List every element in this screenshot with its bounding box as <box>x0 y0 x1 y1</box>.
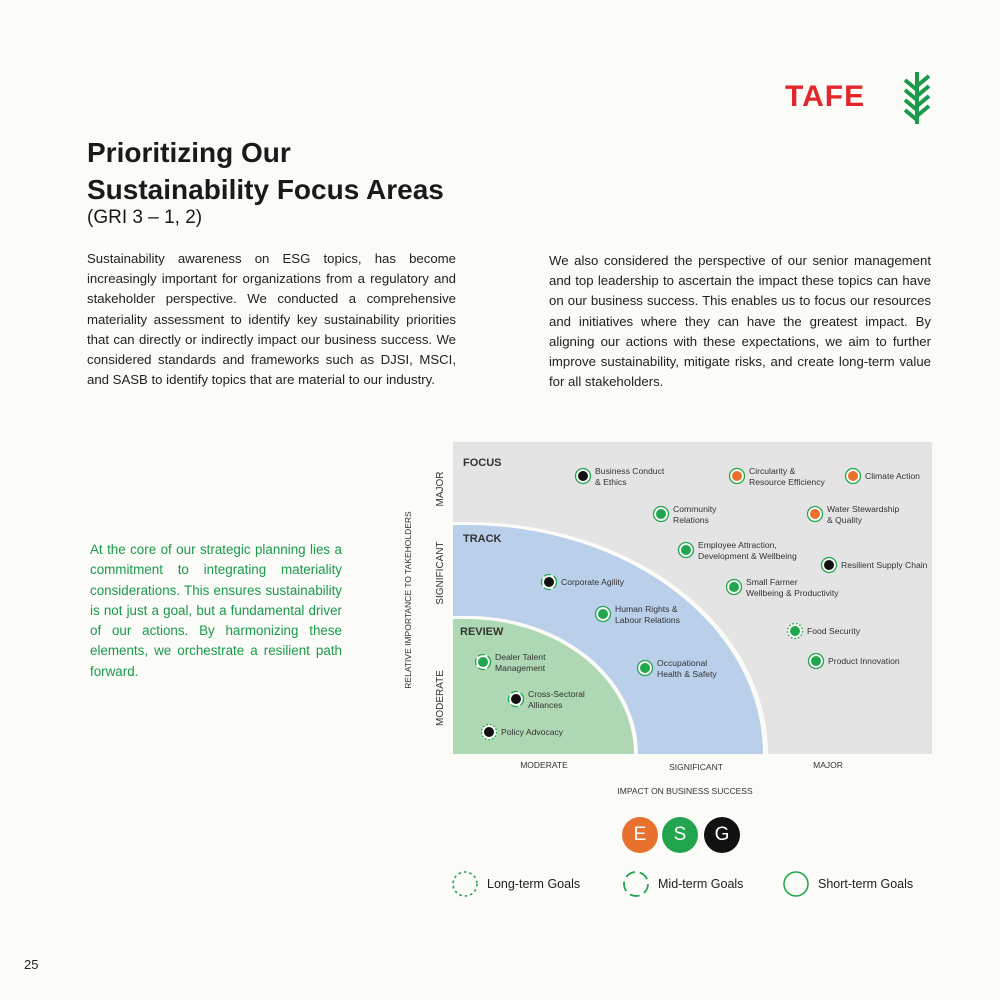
intro-paragraph-right: We also considered the perspective of our senior management and top leadership to ascertain the impact these topics can have on our business success. This enables us to focus our resources and initiatives where they can have the greatest impact. By aligning our actions with these expectations, we aim to further improve sustainability, mitigate risks, and create long-term value for all stakeholders. <box>549 253 931 390</box>
y-level-significant: SIGNIFICANT <box>435 541 446 605</box>
legend-long-term <box>451 870 580 898</box>
topic-label: Circularity & <box>749 466 796 476</box>
pillar-dot-icon <box>478 657 488 667</box>
pillar-dot-icon <box>790 626 800 636</box>
dashed-circle-icon <box>622 870 650 898</box>
pillar-dot-icon <box>640 663 650 673</box>
topic-label-line2: & Quality <box>827 515 862 525</box>
dotted-circle-icon <box>451 870 479 898</box>
pillar-dot-icon <box>578 471 588 481</box>
y-level-moderate: MODERATE <box>435 670 446 726</box>
topic-label: Product Innovation <box>828 656 900 666</box>
x-axis-title: IMPACT ON BUSINESS SUCCESS <box>617 786 753 796</box>
zone-label-review: REVIEW <box>460 626 504 638</box>
pillar-dot-icon <box>732 471 742 481</box>
zone-label-track: TRACK <box>463 533 502 545</box>
topic-label-line2: Alliances <box>528 700 563 710</box>
intro-paragraph-left: Sustainability awareness on ESG topics, has become increasingly important for organizations from a regulatory and stakeholder perspective. We conducted a comprehensive materiality assessment to identify key sustainability priorities that can directly or indirectly impact our business success. We considered standards and frameworks such as DJSI, MSCI, and SASB to identify topics that are material to our industry. <box>87 251 456 388</box>
x-level-moderate: MODERATE <box>520 760 568 770</box>
topic-label: Food Security <box>807 626 861 636</box>
topic-label: Cross-Sectoral <box>528 689 585 699</box>
pillar-dot-icon <box>484 727 494 737</box>
topic-label-line2: Resource Efficiency <box>749 477 825 487</box>
topic-label: Dealer Talent <box>495 652 546 662</box>
topic-label: Water Stewardship <box>827 504 900 514</box>
legend-short-term <box>782 870 913 898</box>
topic-label: Small Farmer <box>746 577 798 587</box>
topic-label: Employee Attraction, <box>698 540 777 550</box>
legend-mid-term-label: Mid-term Goals <box>658 877 744 891</box>
pillar-dot-icon <box>598 609 608 619</box>
page-title: Prioritizing Our Sustainability Focus Areas <box>87 137 444 205</box>
zone-label-focus: FOCUS <box>463 457 502 469</box>
topic-label-line2: & Ethics <box>595 477 627 487</box>
topic-label: Corporate Agility <box>561 577 625 587</box>
logo-wordmark: TAFE <box>785 80 866 113</box>
topic-label-line2: Labour Relations <box>615 615 680 625</box>
highlight-paragraph: At the core of our strategic planning lies a commitment to integrating materiality considerations. This ensures sustainability is not just a goal, but a fundamental driver of our actions. By harmonizing these elements, we orchestrate a resilient path forward. <box>90 542 342 679</box>
topic-label: Community <box>673 504 717 514</box>
topic-label: Policy Advocacy <box>501 727 564 737</box>
pillar-dot-icon <box>848 471 858 481</box>
x-level-significant: SIGNIFICANT <box>669 762 723 772</box>
legend-mid-term <box>622 870 743 898</box>
topic-label: Business Conduct <box>595 466 665 476</box>
legend-long-term-label: Long-term Goals <box>487 877 581 891</box>
topic-label-line2: Relations <box>673 515 709 525</box>
topic-label-line2: Health & Safety <box>657 669 717 679</box>
esg-legend-governance: G <box>704 817 740 853</box>
topic-label-line2: Management <box>495 663 546 673</box>
pillar-dot-icon <box>681 545 691 555</box>
pillar-dot-icon <box>824 560 834 570</box>
solid-circle-icon <box>782 870 810 898</box>
pillar-dot-icon <box>810 509 820 519</box>
y-axis-title: RELATIVE IMPORTANCE TO TAKEHOLDERS <box>403 511 413 689</box>
topic-label-line2: Development & Wellbeing <box>698 551 797 561</box>
esg-legend-environment: E <box>622 817 658 853</box>
topic-label: Occupational <box>657 658 708 668</box>
esg-legend-social: S <box>662 817 698 853</box>
page-number: 25 <box>24 957 39 972</box>
legend-short-term-label: Short-term Goals <box>818 877 914 891</box>
pillar-dot-icon <box>511 694 521 704</box>
pillar-dot-icon <box>544 577 554 587</box>
topic-label: Climate Action <box>865 471 920 481</box>
y-level-major: MAJOR <box>435 471 446 507</box>
topic-marker <box>654 504 718 525</box>
page-subtitle: (GRI 3 – 1, 2) <box>87 207 203 228</box>
x-level-major: MAJOR <box>813 760 843 770</box>
topic-label: Resilient Supply Chain <box>841 560 928 570</box>
topic-label: Human Rights & <box>615 604 678 614</box>
pillar-dot-icon <box>729 582 739 592</box>
pillar-dot-icon <box>811 656 821 666</box>
topic-label-line2: Wellbeing & Productivity <box>746 588 839 598</box>
pillar-dot-icon <box>656 509 666 519</box>
